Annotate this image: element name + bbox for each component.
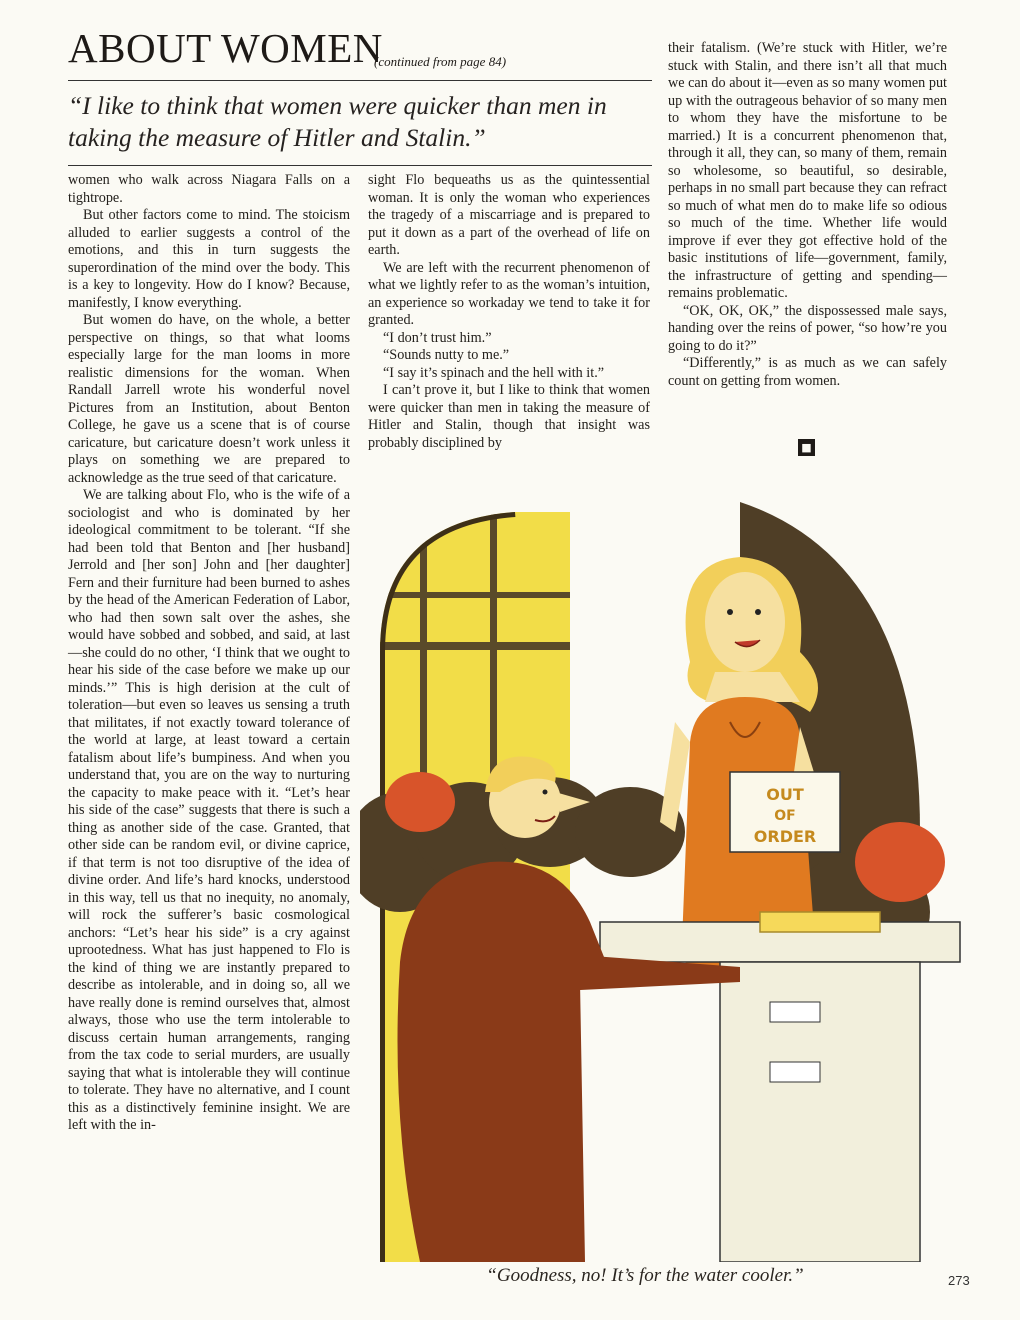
sign-line: OF: [774, 808, 796, 824]
sign-line: OUT: [766, 785, 804, 804]
divider-rule: [68, 80, 652, 81]
paragraph: women who walk across Niagara Falls on a tightrope.: [68, 172, 350, 206]
paragraph: But other factors come to mind. The stoicism alluded to earlier suggests a control of the emotions, and this in turn suggests the superordination of the mind over the body. This is a key to longevity. How do I know? Because, manifestly, I know everything.: [68, 207, 350, 311]
pull-quote: “I like to think that women were quicker than men in taking the measure of Hitler and Stalin.”: [68, 91, 607, 152]
sign-line: ORDER: [753, 827, 817, 846]
divider-rule: [68, 165, 652, 166]
cartoon-illustration: [360, 502, 970, 1262]
paragraph: sight Flo bequeaths us as the quintessential woman. It is only the woman who experiences the tragedy of a miscarriage and is prepared to put it down as a part of the overhead of life on earth.: [368, 172, 650, 258]
out-of-order-sign: [730, 772, 840, 852]
paragraph: We are talking about Flo, who is the wife of a sociologist and who is dominated by her ideological commitment to be tolerant. “If she had been told that Benton and [her husband] Jerrold and [her son] John and [her daughter] Fern and their furniture had been burned to ashes by the head of the American Federation of Labor, who had then sown salt over the ashes, she would have sobbed and sobbed, and said, at last—she could do no other, ‘I think that we ought to hear his side of the case before we make up our minds.’” This is high derision at the cult of toleration—but even so leaves us sensing a truth that militates, if not exactly toward tolerance of the world at large, at least toward a certain fatalism about life’s bumpiness. And when you understand that, you are on the way to nurturing the capacity to make peace with it. “Let’s hear his side of the case” suggests that there is such a thing as another side of the case. Granted, that other side can be random evil, or divine caprice, if that term is not too disruptive of the idea of divine order. And life’s hard knocks, understood in this way, tell us that no inequity, no anomaly, will rock the sufferer’s basic cosmological anchors: “Let’s hear his side” is a cry against uprootedness. What has just happened to Flo is the kind of thing we are instantly prepared to describe as intolerable, and in doing so, all we have really done is remind ourselves that, almost always, those who use the term intolerable to discuss certain human arrangements, ranging from the tax code to serial murders, are usually saying that what is intolerable they will continue to tolerate. They have no alternative, and I count this as a distinctively feminine insight. We are left with the in-: [68, 487, 350, 1133]
woman-figure-icon: [660, 557, 820, 972]
paragraph: “OK, OK, OK,” the dispossessed male says, handing over the reins of power, “so how’re you going to do it?”: [668, 302, 947, 354]
page-number: 273: [948, 1273, 970, 1288]
paragraph: I can’t prove it, but I like to think that women were quicker than men in taking the measure of Hitler and Stalin, though that insight was probably disciplined by: [368, 382, 650, 451]
article-title: ABOUT WOMEN: [68, 25, 383, 71]
end-mark-icon: ■: [798, 439, 815, 456]
paragraph: “I say it’s spinach and the hell with it.”: [383, 364, 605, 381]
cartoon-caption: “Goodness, no! It’s for the water cooler.”: [486, 1265, 804, 1286]
paragraph: But women do have, on the whole, a better perspective on things, so that what looms especially large for the man looms in more realistic dimensions for the woman. When Randall Jarrell wrote his wonderful novel Pictures from an Institution, about Benton College, he gave us a scene that is of course caricature, but caricature doesn’t work unless it plays on something we are prepared to acknowledge as the true seed of that caricature.: [68, 312, 350, 486]
text-column-2: [368, 172, 650, 452]
text-column-3: [668, 40, 947, 390]
paragraph: “Differently,” is as much as we can safely count on getting from women.: [668, 355, 947, 389]
paragraph: We are left with the recurrent phenomenon of what we lightly refer to as the woman’s intuition, an experience so workaday we tend to take it for granted.: [368, 259, 650, 328]
continued-note: (continued from page 84): [374, 54, 507, 69]
text-column-1: [68, 172, 350, 1135]
paragraph: “Sounds nutty to me.”: [383, 347, 510, 363]
paragraph: their fatalism. (We’re stuck with Hitler, we’re stuck with Stalin, and there isn’t all that much we can do about it—even as so many women put up with the outrageous behavior of so many men to whom they have the misfortune to be married.) It is a concurrent phenomenon that, through it all, they can, so many of them, remain so wholesome, so beautiful, so desirable, perhaps in no small part because they can refract so much of what men do to make life so odious so much of the time. Whether life would improve if ever they got effective hold of the basic institutions of life—government, family, the infrastructure of getting and spending—remains problematic.: [668, 40, 947, 301]
paragraph: “I don’t trust him.”: [383, 329, 492, 346]
